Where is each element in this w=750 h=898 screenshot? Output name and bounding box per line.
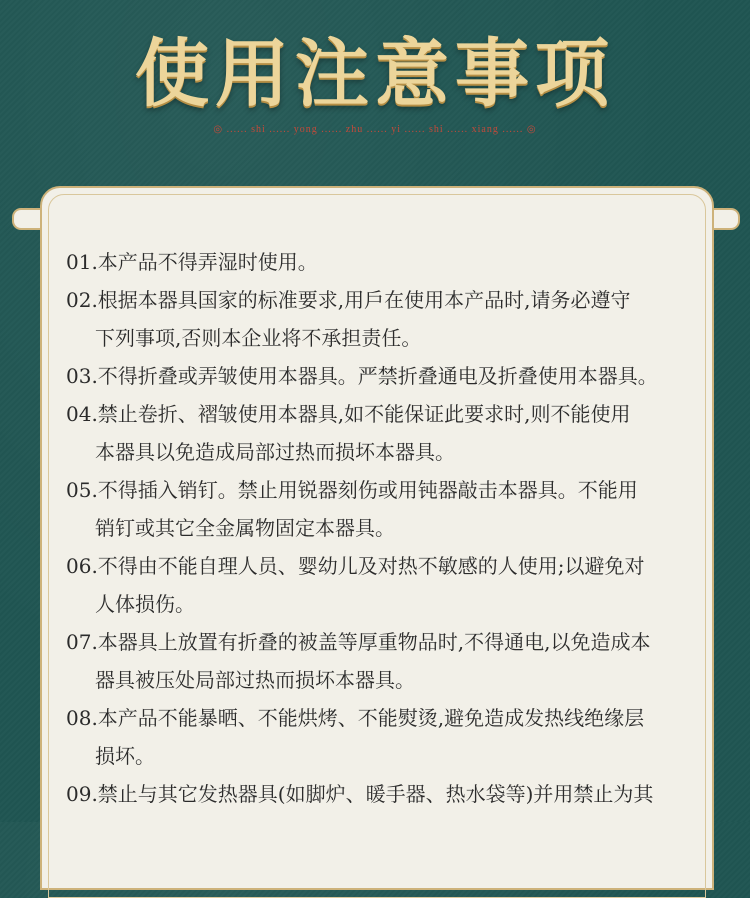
notice-line-continuation: 器具被压处局部过热而损坏本器具。 [95, 668, 415, 692]
pinyin-subtitle: ◎ ...... shi ...... yong ...... zhu ...... yi ...... shi ...... xiang ...... ◎ [213, 124, 537, 135]
notice-item [66, 623, 716, 699]
notice-line: 08.本产品不能暴晒、不能烘烤、不能熨烫,避免造成发热线绝缘层 [66, 706, 645, 730]
notice-item [66, 357, 716, 395]
page-title: 使用注意事项 [135, 31, 615, 117]
notice-line-continuation: 销钉或其它全金属物固定本器具。 [95, 516, 395, 540]
notice-item [66, 243, 716, 281]
notice-line: 02.根据本器具国家的标准要求,用戶在使用本产品时,请务必遵守 [66, 288, 631, 312]
notice-line-continuation: 损坏。 [95, 744, 155, 768]
notice-list [66, 243, 716, 813]
notice-line: 05.不得插入销钉。禁止用锐器刻伤或用钝器敲击本器具。不能用 [66, 478, 638, 502]
notice-line: 06.不得由不能自理人员、婴幼儿及对热不敏感的人使用;以避免对 [66, 554, 645, 578]
notice-item [66, 699, 716, 775]
notice-line: 04.禁止卷折、褶皱使用本器具,如不能保证此要求时,则不能使用 [66, 402, 631, 426]
notice-line: 09.禁止与其它发热器具(如脚炉、暖手器、热水袋等)并用禁止为其 [66, 782, 654, 806]
notice-line-continuation: 下列事项,否则本企业将不承担责任。 [95, 326, 422, 350]
notice-line: 03.不得折叠或弄皱使用本器具。严禁折叠通电及折叠使用本器具。 [66, 364, 658, 388]
notice-line: 07.本器具上放置有折叠的被盖等厚重物品时,不得通电,以免造成本 [66, 630, 651, 654]
notice-item [66, 281, 716, 357]
notice-item [66, 395, 716, 471]
notice-line: 01.本产品不得弄湿时使用。 [66, 250, 318, 274]
notice-item [66, 775, 716, 813]
notice-line-continuation: 本器具以免造成局部过热而损坏本器具。 [95, 440, 455, 464]
notice-item [66, 547, 716, 623]
notice-item [66, 471, 716, 547]
notice-line-continuation: 人体损伤。 [95, 592, 195, 616]
